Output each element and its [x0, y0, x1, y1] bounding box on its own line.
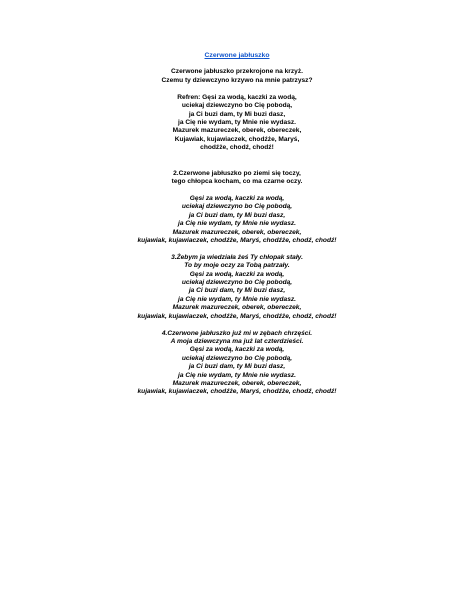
- refrain-line: kujawiak, kujawiaczek, chodźże, Maryś, chodźże, chodź, chodź!: [137, 312, 337, 320]
- verse-line: 2.Czerwone jabłuszko po ziemi się toczy,: [173, 169, 301, 177]
- refrain-2: [0, 195, 474, 245]
- refrain-line: ja Cię nie wydam, ty Mnie nie wydasz.: [178, 220, 296, 228]
- verse-line: tego chłopca kocham, co ma czarne oczy.: [171, 177, 303, 185]
- document-title-link[interactable]: Czerwone jabłuszko: [204, 52, 270, 59]
- verse-line: 3.Żebym ja wiedziała żeś Ty chłopak stały.: [171, 253, 303, 261]
- refrain: [0, 94, 474, 153]
- refrain-line: kujawiak, kujawiaczek, chodźże, Maryś, chodźże, chodź, chodź!: [137, 388, 337, 396]
- refrain-line: ja Cię nie wydam, ty Mnie nie wydasz.: [178, 371, 296, 379]
- refrain-line: uciekaj dziewczyno bo Cię pobodą,: [181, 203, 293, 211]
- refrain-line: Refren: Gęsi za wodą, kaczki za wodą,: [177, 93, 297, 101]
- refrain-line: ja Ci buzi dam, ty Mi buzi dasz,: [188, 110, 286, 118]
- refrain-line: kujawiak, kujawiaczek, chodźże, Maryś, chodźże, chodź, chodź!: [137, 236, 337, 244]
- refrain-line: uciekaj dziewczyno bo Cię pobodą,: [181, 354, 293, 362]
- refrain-line: ja Ci buzi dam, ty Mi buzi dasz,: [188, 287, 286, 295]
- refrain-line: Gęsi za wodą, kaczki za wodą,: [189, 346, 285, 354]
- refrain-line: ja Cię nie wydam, ty Mnie nie wydasz.: [178, 295, 296, 303]
- refrain-line: ja Ci buzi dam, ty Mi buzi dasz,: [188, 211, 286, 219]
- verse-line: Czerwone jabłuszko przekrojone na krzyż.: [171, 68, 303, 76]
- refrain-line: Gęsi za wodą, kaczki za wodą,: [189, 270, 285, 278]
- refrain-line: uciekaj dziewczyno bo Cię pobodą,: [181, 279, 293, 287]
- blank-line: [0, 161, 474, 170]
- refrain-line: chodźże, chodź, chodź!: [200, 144, 274, 152]
- verse-2: [0, 170, 474, 187]
- refrain-line: Mazurek mazureczek, oberek, obereczek,: [172, 127, 302, 135]
- verse-line: A moja dziewczyna ma już lat czterdzieści.: [170, 337, 304, 345]
- refrain-line: ja Ci buzi dam, ty Mi buzi dasz,: [188, 363, 286, 371]
- verse-line: To by moje oczy za Tobą patrzały.: [184, 262, 290, 270]
- refrain-line: ja Cię nie wydam, ty Mnie nie wydasz.: [178, 118, 296, 126]
- refrain-line: Mazurek mazureczek, oberek, obereczek,: [172, 228, 302, 236]
- verse-3: [0, 254, 474, 321]
- verse-4: [0, 330, 474, 397]
- refrain-line: Kujawiak, kujawiaczek, chodźże, Maryś,: [174, 135, 300, 143]
- verse-line: 4.Czerwone jabłuszko już mi w zębach chrzęści.: [161, 329, 313, 337]
- refrain-line: Mazurek mazureczek, oberek, obereczek,: [172, 304, 302, 312]
- refrain-line: Gęsi za wodą, kaczki za wodą,: [189, 194, 285, 202]
- verse-line: Czemu ty dziewczyno krzywo na mnie patrzysz?: [161, 76, 313, 84]
- verse-1: [0, 68, 474, 85]
- document-content: [0, 52, 474, 405]
- refrain-line: Mazurek mazureczek, oberek, obereczek,: [172, 380, 302, 387]
- refrain-line: uciekaj dziewczyno bo Cię pobodą,: [181, 102, 293, 110]
